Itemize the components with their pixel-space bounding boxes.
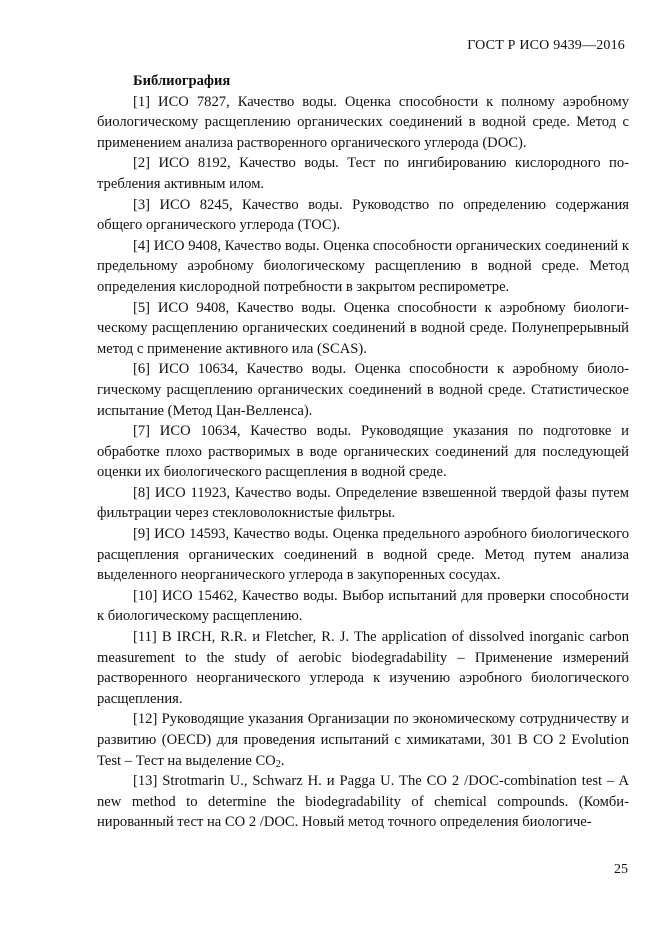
reference-5: [5] ИСО 9408, Качество воды. Оценка способности к аэробному биологическому расщеплению органических соединений в водной среде. Полунепрерывный метод с применение активного ила (SCAS). (97, 299, 629, 357)
reference-1: [1] ИСО 7827, Качество воды. Оценка способности к полному аэробному биологическому расщеплению органических соединений в водной среде. Метод с применением анализа растворенного органического углерода (DOC). (97, 93, 629, 151)
reference-12 (97, 709, 629, 771)
reference-10: [10] ИСО 15462, Качество воды. Выбор испытаний для проверки способности к биологическому расщеплению. (97, 587, 629, 625)
page-number: 25 (614, 862, 628, 877)
reference-12-tail: . (280, 752, 285, 769)
standard-header: ГОСТ Р ИСО 9439—2016 (467, 38, 625, 53)
reference-4: [4] ИСО 9408, Качество воды. Оценка способности органических соединений к предельному аэробному биологическому расщеплению в водной среде. Метод определения кислородной потребности в закрытом респирометре. (97, 237, 629, 295)
reference-3: [3] ИСО 8245, Качество воды. Руководство по определению содержания общего органического углерода (ТОС). (97, 196, 629, 234)
reference-7: [7] ИСО 10634, Качество воды. Руководящие указания по подготовке и обработке плохо растворимых в воде органических соединений для последующей оценки их биологического расщепления в водной среде. (97, 423, 629, 481)
reference-12-text: [12] Руководящие указания Организации по экономическому сотрудничеству и развитию (OECD) для проведения испытаний с химикатами, 301 В СО 2 Evolution Test – Тест на выделение СО (97, 711, 629, 769)
reference-9: [9] ИСО 14593, Качество воды. Оценка предельного аэробного биологического расщепления органических соединений в водной среде. Метод путем анализа выделенного неорганического углерода в закупоренных сосудах. (97, 526, 629, 584)
reference-13: [13] Strotmarin U., Schwarz H. и Pagga U. The CO 2 /DOC-combination test – A new method to determine the biodegradability of chemical compounds. (Комбинированный тест на СО 2 /DOC. Новый метод точного определения биологиче- (97, 773, 629, 831)
reference-6: [6] ИСО 10634, Качество воды. Оценка способности к аэробному биологическому расщеплению органических соединений в водной среде. Статистическое испытание (Метод Цан-Веллeнса). (97, 361, 629, 419)
reference-12-subscript: 2 (275, 758, 281, 770)
reference-2: [2] ИСО 8192, Качество воды. Тест по ингибированию кислородного потребления активным илом. (97, 155, 629, 192)
bibliography-section (97, 70, 629, 833)
reference-8: [8] ИСО 11923, Качество воды. Определение взвешенной твердой фазы путем фильтрации через стекловолокнистые фильтры. (97, 484, 629, 522)
reference-11: [11] В IRCH, R.R. и Fletcher, R. J. The application of dissolved inorganic carbon measurement to the study of aerobic biodegradability – Применение измерений растворенного неорганического углерода к изучению аэробного биологического расщепления. (97, 629, 629, 707)
bibliography-title: Библиография (133, 73, 231, 89)
